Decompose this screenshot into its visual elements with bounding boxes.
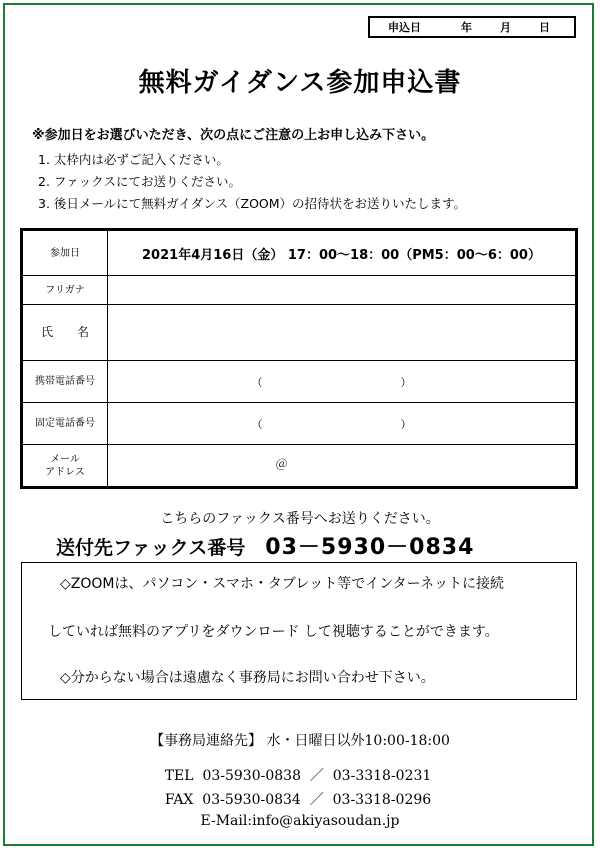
fax-number: 03－5930－0834 <box>265 535 475 560</box>
year-label: 年 <box>461 21 472 34</box>
fax-number-label: 送付先ファックス番号 <box>56 537 246 559</box>
mobile-field[interactable] <box>108 361 575 402</box>
contact-fax: FAX 03-5930-0834 ／ 03-3318-0296 <box>164 792 432 808</box>
fax-number-line <box>56 530 474 561</box>
application-date-box <box>368 16 576 38</box>
info-line: していれば無料のアプリをダウンロード して視聴することができます。 <box>48 624 499 640</box>
paren-close: ） <box>400 375 412 389</box>
notes-heading: ※参加日をお選びいただき、次の点にご注意の上お申し込み下さい。 <box>32 128 435 143</box>
mobile-row <box>23 361 575 403</box>
name-field[interactable] <box>108 305 575 360</box>
contact-heading: 【事務局連絡先】 水・日曜日以外10:00-18:00 <box>150 733 450 749</box>
info-line: ◇分からない場合は遠慮なく事務局にお問い合わせ下さい。 <box>60 670 435 686</box>
date-row <box>23 231 575 276</box>
furigana-label: フリガナ <box>23 276 108 304</box>
email-row <box>23 445 575 486</box>
date-value: 2021年4月16日（金） 17：00～18：00（PM5：00～6：00） <box>142 247 541 263</box>
furigana-field[interactable] <box>108 276 575 304</box>
at-sign: ＠ <box>275 457 288 471</box>
page-title: 無料ガイダンス参加申込書 <box>138 68 462 98</box>
landline-label: 固定電話番号 <box>23 403 108 444</box>
contact-tel: TEL 03-5930-0838 ／ 03-3318-0231 <box>164 768 432 784</box>
month-label: 月 <box>500 21 511 34</box>
note-item: 3. 後日メールにて無料ガイダンス（ZOOM）の招待状をお送りいたします。 <box>38 196 467 211</box>
date-label: 参加日 <box>23 231 108 275</box>
email-label <box>23 445 108 486</box>
application-date-label: 申込日 <box>388 21 421 34</box>
day-label: 日 <box>539 21 550 34</box>
email-label-line2: アドレス <box>45 466 85 478</box>
paren-open: （ <box>251 417 263 431</box>
zoom-info-box <box>21 562 577 700</box>
name-row <box>23 305 575 361</box>
fax-intro: こちらのファックス番号へお送りください。 <box>160 511 440 527</box>
paren-open: （ <box>251 375 263 389</box>
info-line: ◇ZOOMは、パソコン・スマホ・タブレット等でインターネットに接続 <box>60 576 504 592</box>
landline-field[interactable] <box>108 403 575 444</box>
paren-close: ） <box>400 417 412 431</box>
application-form <box>20 228 578 489</box>
mobile-label: 携帯電話番号 <box>23 361 108 402</box>
landline-row <box>23 403 575 445</box>
contact-email: E-Mail:info@akiyasoudan.jp <box>200 813 400 829</box>
furigana-row <box>23 276 575 305</box>
email-field[interactable] <box>108 445 575 486</box>
email-label-line1: メール <box>50 453 80 465</box>
note-item: 2. ファックスにてお送りください。 <box>38 174 242 189</box>
name-label: 氏 名 <box>23 305 108 360</box>
note-item: 1. 太枠内は必ずご記入ください。 <box>38 152 229 167</box>
